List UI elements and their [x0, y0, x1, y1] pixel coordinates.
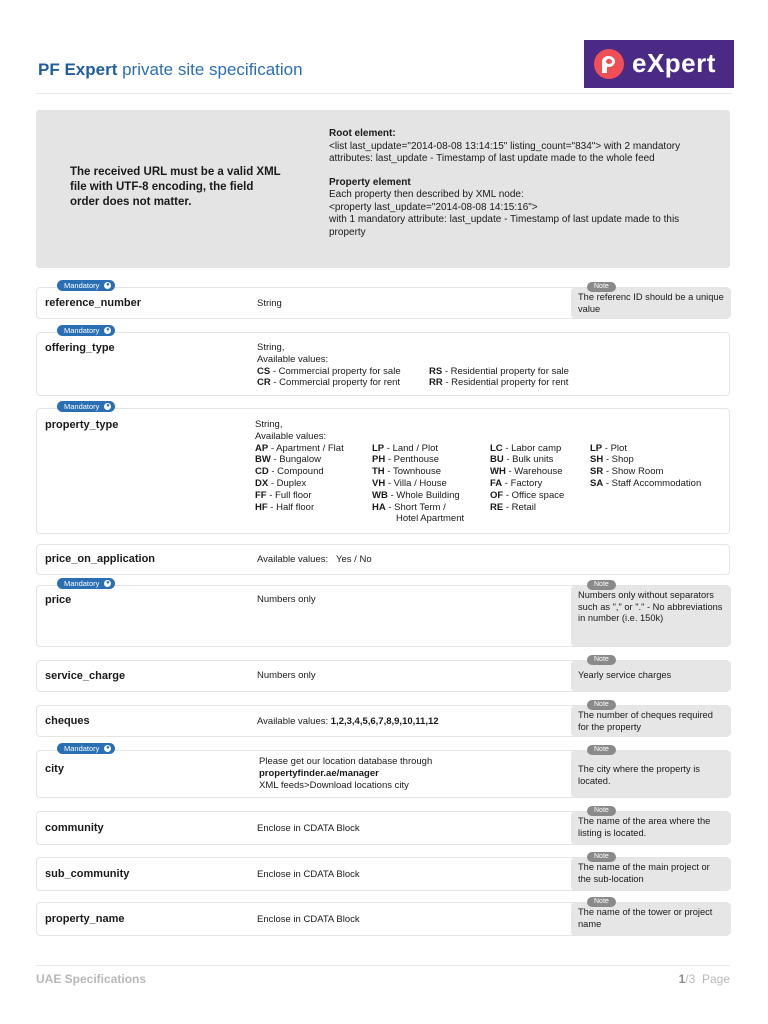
option-item: OF - Office space [490, 489, 565, 501]
intro-summary: The received URL must be a valid XML file with UTF-8 encoding, the field order does not matter. [70, 166, 281, 208]
option-item: LP - Land / Plot [372, 442, 439, 454]
field-name: price_on_application [45, 553, 156, 565]
field-value: String [257, 298, 282, 309]
option-item: BU - Bulk units [490, 454, 554, 466]
option-item: RE - Retail [490, 501, 536, 513]
field-row-property-name [36, 898, 730, 936]
option-item: SR - Show Room [590, 466, 664, 478]
field-row-service-charge [36, 656, 730, 692]
field-value: Numbers only [257, 594, 316, 605]
field-value: Enclose in CDATA Block [257, 823, 360, 834]
mandatory-badge: Mandatory ● [57, 401, 115, 412]
field-name: city [45, 763, 64, 775]
option-item: HA - Short Term / [372, 501, 446, 513]
option-item: WB - Whole Building [372, 489, 460, 501]
note-label: Note [587, 897, 616, 907]
property-element-line: Each property then described by XML node: [329, 189, 524, 200]
field-name: sub_community [45, 868, 130, 880]
field-name: price [45, 594, 72, 606]
field-row-offering-type [36, 326, 730, 396]
field-name: property_type [45, 419, 119, 431]
mandatory-badge: Mandatory ● [57, 578, 115, 589]
option-item: AP - Apartment / Flat [255, 442, 344, 454]
field-value: Numbers only [257, 670, 316, 681]
intro-details [329, 128, 704, 239]
property-element-heading: Property element [329, 176, 411, 188]
field-note: Note The number of cheques required for the property [571, 706, 731, 736]
info-icon: ● [106, 282, 110, 288]
note-label: Note [587, 745, 616, 755]
mandatory-badge: Mandatory ● [57, 325, 115, 336]
option-item-continuation: Hotel Apartment [396, 513, 465, 525]
option-item: WH - Warehouse [490, 466, 563, 478]
page-title-rest: private site specification [122, 60, 303, 79]
offering-options [257, 366, 604, 390]
page-header [36, 38, 732, 94]
option-item: CS - Commercial property for sale [257, 365, 401, 377]
field-note: Note The name of the main project or the sub-location [571, 858, 731, 890]
option-item: FA - Factory [490, 477, 543, 489]
field-value: Please get our location database through propertyfinder.ae/manager XML feeds>Download locations city [259, 756, 433, 791]
field-note: Note The referenc ID should be a unique value [571, 288, 731, 318]
note-label: Note [587, 700, 616, 710]
field-value: Available values: 1,2,3,4,5,6,7,8,9,10,11,12 [257, 716, 439, 727]
option-item: CD - Compound [255, 466, 324, 478]
footer-title: UAE Specifications [36, 972, 147, 986]
field-row-price-on-application [36, 544, 730, 575]
option-item: SA - Staff Accommodation [590, 477, 702, 489]
option-item: RR - Residential property for rent [429, 377, 569, 389]
option-item: VH - Villa / House [372, 477, 447, 489]
field-value: Enclose in CDATA Block [257, 914, 360, 925]
mandatory-badge: Mandatory ● [57, 743, 115, 754]
root-element-heading: Root element: [329, 128, 396, 139]
property-type-options [255, 443, 720, 526]
page-indicator: 1/3 Page [678, 972, 730, 986]
note-label: Note [587, 852, 616, 862]
property-element-line: with 1 mandatory attribute: last_update - Timestamp of last update made to this property [329, 214, 680, 238]
page-footer [36, 965, 730, 986]
option-item: RS - Residential property for sale [429, 365, 569, 377]
option-item: TH - Townhouse [372, 466, 442, 478]
field-name: community [45, 822, 104, 834]
field-row-reference-number [36, 281, 730, 319]
note-label: Note [587, 580, 616, 590]
option-item: LC - Labor camp [490, 442, 562, 454]
option-item: FF - Full floor [255, 489, 312, 501]
field-name: reference_number [45, 297, 141, 309]
field-note: Note The name of the tower or project name [571, 903, 731, 935]
property-type-column [490, 443, 590, 526]
option-item: LP - Plot [590, 442, 627, 454]
field-row-community [36, 807, 730, 845]
field-value: Enclose in CDATA Block [257, 869, 360, 880]
field-name: service_charge [45, 670, 126, 682]
root-element-body: <list last_update="2014-08-08 13:14:15" listing_count="834"> with 2 mandatory attributes: last_update - Timestamp of last update made to the whole feed [329, 140, 681, 164]
field-name: property_name [45, 913, 125, 925]
info-icon: ● [106, 745, 110, 751]
field-name: cheques [45, 715, 90, 727]
option-item: BW - Bungalow [255, 454, 321, 466]
field-note: Note The city where the property is located. [571, 751, 731, 797]
field-row-property-type [36, 402, 730, 534]
expert-logo [584, 40, 734, 88]
field-note: Note Yearly service charges [571, 661, 731, 691]
note-label: Note [587, 806, 616, 816]
intro-panel [36, 110, 730, 268]
field-row-sub-community [36, 853, 730, 891]
option-item: HF - Half floor [255, 501, 315, 513]
logo-text: eXpert [632, 48, 716, 78]
field-note: Note Numbers only without separators such as "," or "." - No abbreviations in number (i.e. 150k) [571, 586, 731, 646]
field-name: offering_type [45, 342, 115, 354]
field-row-city [36, 744, 730, 798]
mandatory-badge: Mandatory ● [57, 280, 115, 291]
option-item: PH - Penthouse [372, 454, 440, 466]
note-label: Note [587, 655, 616, 665]
field-value: Available values: Yes / No [257, 554, 372, 565]
field-value: String, Available values: AP - Apartment / Flat BW - Bungalow CD - Compound DX - Duplex FF - Full floor HF - Half floor LP - Land / Plot PH - Penthouse TH - Townhouse VH - Villa / House WB - Whole Building HA - Short Term / Hotel Apartment LC - Labor camp BU - Bulk units WH - Warehouse FA - Factory OF - Office space RE - Retail LP - Plot SH - Shop SR - Show Room SA - Staff Accommodation [255, 419, 720, 525]
note-label: Note [587, 282, 616, 292]
option-item: SH - Shop [590, 454, 634, 466]
info-icon: ● [106, 580, 110, 586]
info-icon: ● [106, 327, 110, 333]
field-row-cheques [36, 701, 730, 737]
field-note: Note The name of the area where the listing is located. [571, 812, 731, 844]
option-item: CR - Commercial property for rent [257, 377, 401, 389]
property-element-line: <property last_update="2014-08-08 14:15:16"> [329, 201, 538, 213]
pf-logo-mark-icon [594, 49, 624, 79]
property-type-column [590, 443, 720, 526]
page-title-bold: PF Expert [38, 60, 118, 79]
option-item: DX - Duplex [255, 477, 307, 489]
info-icon: ● [106, 403, 110, 409]
field-row-price [36, 579, 730, 647]
property-type-column [255, 443, 372, 526]
property-type-column [372, 443, 490, 526]
page-title [38, 60, 303, 80]
field-value: String, Available values: CS - Commercial property for sale RS - Residential property for sale CR - Commercial property for rent RR - Residential property for rent [257, 342, 604, 389]
